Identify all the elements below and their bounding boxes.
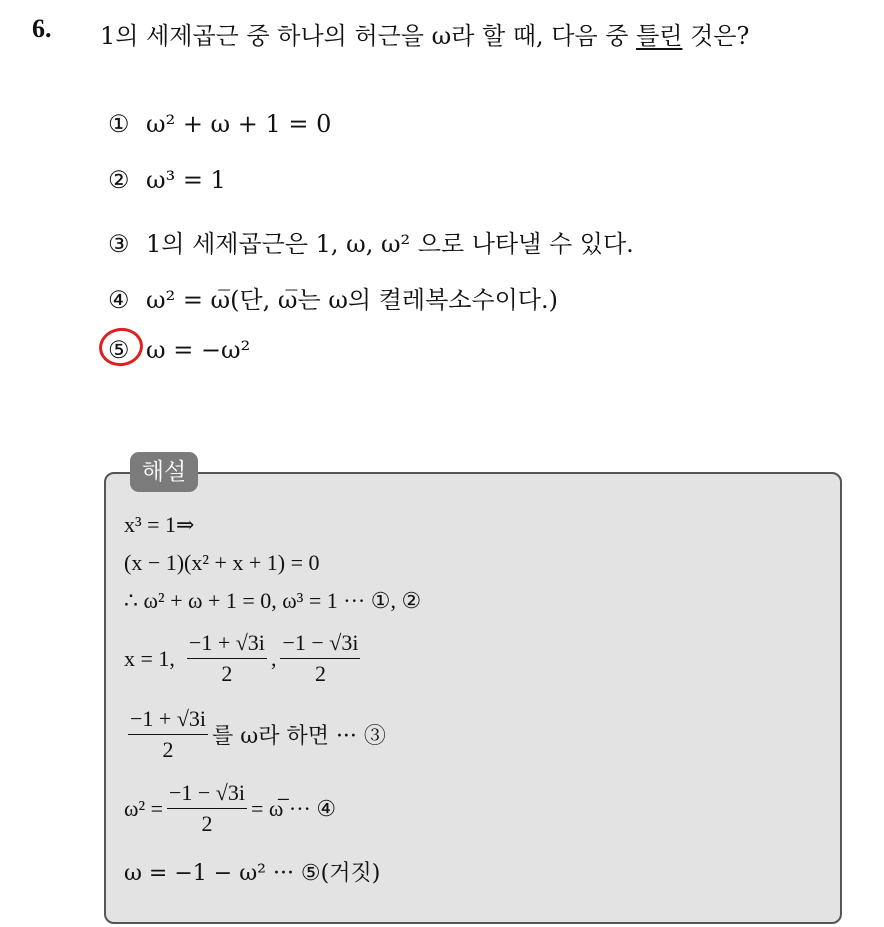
solution-line-5 — [124, 706, 386, 763]
solution-line-1: x³ = 1⇒ — [124, 512, 195, 537]
solution-label-badge: 해설 — [130, 452, 198, 492]
choice-2-text: ω³ = 1 — [146, 166, 226, 194]
solution-line-5-suffix: 를 ω라 하면 ··· ③ — [212, 724, 386, 749]
fraction-separator: , — [270, 645, 277, 671]
choice-5-marker: ⑤ — [108, 336, 130, 364]
choice-2[interactable] — [108, 166, 226, 194]
choice-3-marker: ③ — [108, 230, 130, 258]
solution-line-3: ∴ ω² + ω + 1 = 0, ω³ = 1 ··· ①, ② — [124, 588, 422, 613]
choice-4-text: ω² = ω̅(단, ω̅는 ω의 켤레복소수이다.) — [146, 286, 558, 314]
solution-line-6-prefix: ω² = — [124, 795, 163, 821]
fraction — [280, 630, 360, 687]
solution-line-6-suffix: = ω̅ ··· ④ — [251, 795, 337, 821]
fraction-denominator: 2 — [201, 811, 213, 836]
fraction-numerator: −1 − √3i — [280, 630, 360, 659]
question-text-after: 것은? — [682, 22, 750, 50]
choice-3-text: 1의 세제곱근은 1, ω, ω² 으로 나타낼 수 있다. — [146, 230, 634, 258]
solution-line-7: ω = −1 − ω² ··· ⑤(거짓) — [124, 861, 381, 886]
question-underlined-word: 틀린 — [636, 22, 683, 50]
fraction — [128, 706, 208, 763]
fraction — [187, 630, 267, 687]
choice-5-text: ω = −ω² — [146, 336, 251, 364]
choice-1-marker: ① — [108, 110, 130, 138]
fraction-denominator: 2 — [314, 661, 326, 686]
solution-line-2: (x − 1)(x² + x + 1) = 0 — [124, 550, 320, 575]
solution-line-4 — [124, 630, 364, 687]
fraction-numerator: −1 + √3i — [187, 630, 267, 659]
question-number: 6. — [32, 14, 52, 43]
question-text — [100, 16, 749, 51]
fraction-numerator: −1 + √3i — [128, 706, 208, 735]
fraction-denominator: 2 — [221, 661, 233, 686]
fraction — [167, 780, 247, 837]
choice-1-text: ω² + ω + 1 = 0 — [146, 110, 332, 138]
fraction-denominator: 2 — [162, 737, 174, 762]
choice-4-marker: ④ — [108, 286, 130, 314]
choice-4[interactable] — [108, 280, 558, 315]
fraction-numerator: −1 − √3i — [167, 780, 247, 809]
choice-3[interactable] — [108, 224, 634, 259]
question-text-before: 1의 세제곱근 중 하나의 허근을 ω라 할 때, 다음 중 — [100, 22, 637, 50]
solution-line-4-prefix: x = 1, — [124, 645, 175, 671]
choice-1[interactable] — [108, 110, 331, 138]
solution-line-6 — [124, 780, 336, 837]
choice-2-marker: ② — [108, 166, 130, 194]
